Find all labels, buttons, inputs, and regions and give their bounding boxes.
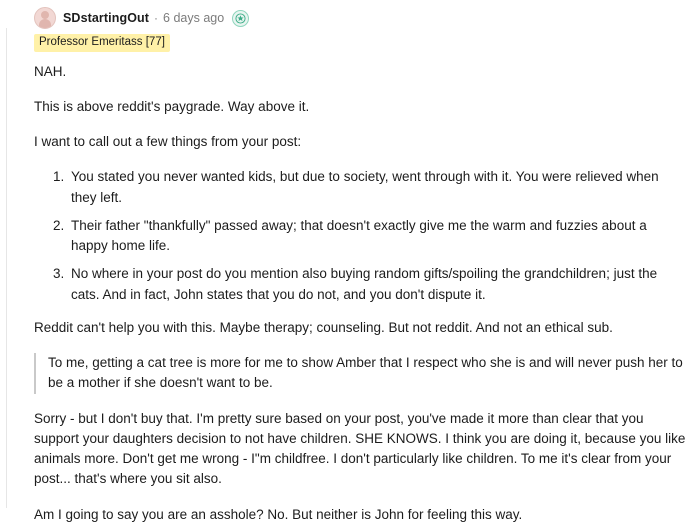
comment-paragraph-4: Reddit can't help you with this. Maybe therapy; counseling. But not reddit. And not an ethical sub. (34, 319, 613, 335)
comment-paragraph-2: This is above reddit's paygrade. Way above it. (34, 98, 310, 114)
comment-paragraph-5: Sorry - but I don't buy that. I'm pretty sure based on your post, you've made it more than clear that you support your daughters decision to not have children. SHE KNOWS. I think you are doing it, because you like animals more. Don't get me wrong - I"m childfree. I don't particularly like children. To me it's clear from your post... that's where you sit also. (34, 410, 686, 487)
author-flair-badge: Professor Emeritass [77] (34, 34, 170, 52)
separator-dot: · (154, 11, 159, 25)
comment-paragraph-3: I want to call out a few things from your post: (34, 134, 302, 150)
comment-paragraph-1: NAH. (34, 63, 67, 79)
avatar[interactable] (34, 7, 56, 29)
comment-header (34, 8, 686, 28)
comment-paragraph-6: Am I going to say you are an asshole? No. But neither is John for feeling this way. (34, 506, 523, 522)
comment-author-username[interactable]: SDstartingOut (63, 11, 150, 25)
award-badge-icon[interactable] (232, 10, 249, 27)
list-item: 3. No where in your post do you mention also buying random gifts/spoiling the grandchildren; just the cats. And in fact, John states that you do not, and you don't dispute it. (68, 264, 686, 305)
list-item: 2. Their father "thankfully" passed away; that doesn't exactly give me the warm and fuzzies about a happy home life. (68, 216, 686, 257)
quoted-text: To me, getting a cat tree is more for me to show Amber that I respect who she is and will never push her to be a mother if she doesn't want to be. (48, 355, 683, 391)
quoted-text-block (34, 353, 686, 394)
comment-body (34, 62, 686, 525)
comment-points-list (34, 167, 686, 305)
comment-thread-line[interactable] (6, 28, 7, 508)
list-item: 1. You stated you never wanted kids, but due to society, went through with it. You were relieved when they left. (68, 167, 686, 208)
comment-timestamp: 6 days ago (163, 11, 225, 25)
